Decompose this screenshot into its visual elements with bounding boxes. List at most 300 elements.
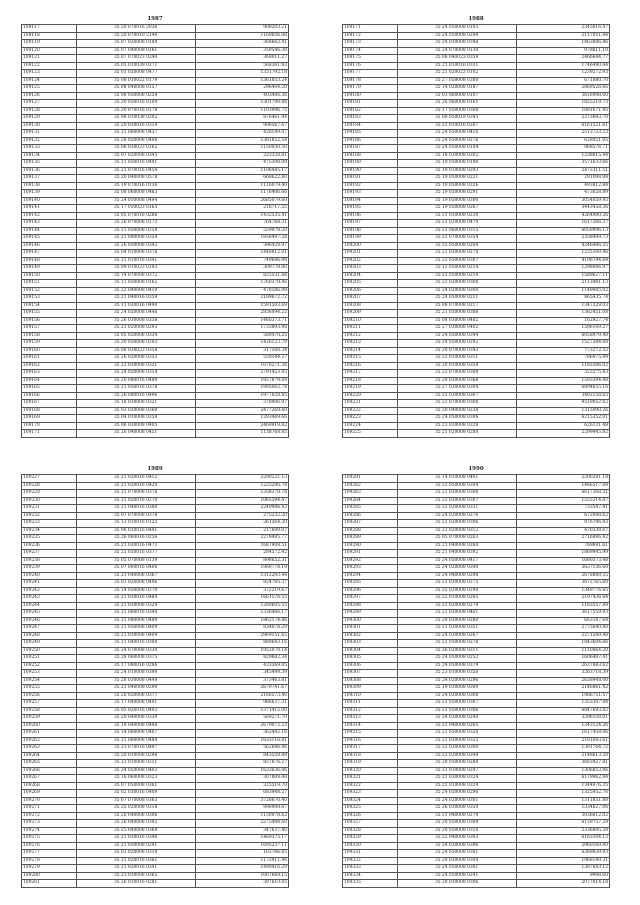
record-id-cell: 109121	[22, 55, 77, 63]
amount-cell: 6161521.61	[516, 122, 609, 130]
reference-code-cell: 35 21 040016 0359	[76, 295, 195, 303]
table-row	[22, 827, 289, 835]
amount-cell: 2290221.13	[195, 475, 288, 483]
reference-code-cell: 35 21 040016 0309	[76, 640, 195, 648]
table-row	[343, 565, 610, 573]
table-row	[343, 535, 610, 543]
record-id-cell: 109130	[22, 122, 77, 130]
reference-code-cell: 35 21 050016 0378	[76, 385, 195, 393]
table-row	[22, 160, 289, 168]
record-id-cell: 109227	[22, 475, 77, 483]
amount-cell: 1606487.41	[516, 655, 609, 663]
table-row	[22, 647, 289, 655]
amount-cell: 2469919.82	[195, 422, 288, 430]
amount-cell: 373463.81	[195, 677, 288, 685]
table-row	[22, 557, 289, 565]
reference-code-cell: 35 06 010016 0441	[76, 527, 195, 535]
reference-code-cell: 35 23 010008 0311	[397, 355, 516, 363]
reference-code-cell: 35 28 060008 0375	[76, 655, 195, 663]
record-id-cell: 109197	[343, 220, 398, 228]
reference-code-cell: 35 05 070008 0263	[397, 535, 516, 543]
record-id-cell: 109180	[343, 92, 398, 100]
panel-title: 1988	[468, 16, 484, 22]
amount-cell: 1176406.66	[195, 190, 288, 198]
reference-code-cell: 35 10 050008 0326	[397, 182, 516, 190]
reference-code-cell: 35 07 020008 0345	[76, 152, 195, 160]
table-row	[22, 625, 289, 633]
amount-cell: 1298086.97	[516, 265, 609, 273]
table-row	[343, 130, 610, 138]
table-row	[343, 655, 610, 663]
table-row	[343, 145, 610, 153]
reference-code-cell: 35 07 060016 0408	[76, 565, 195, 573]
record-id-cell: 109220	[343, 392, 398, 400]
reference-code-cell: 35 21 030016 0472	[76, 542, 195, 550]
record-id-cell: 109156	[22, 317, 77, 325]
table-row	[343, 62, 610, 70]
table-row	[22, 640, 289, 648]
record-id-cell: 109273	[22, 820, 77, 828]
record-id-cell: 109123	[22, 70, 77, 78]
reference-code-cell: 35 02 030016 0409	[76, 790, 195, 798]
amount-cell: 998908.87	[195, 805, 288, 813]
amount-cell: 908203.21	[195, 25, 288, 33]
table-row	[22, 415, 289, 423]
table-panel-1988	[342, 14, 610, 438]
record-id-cell: 109166	[22, 392, 77, 400]
reference-code-cell: 35 08 010038 0202	[76, 115, 195, 123]
amount-cell: 2275498.60	[195, 820, 288, 828]
reference-code-cell: 35 21 040008 0265	[397, 722, 516, 730]
record-id-cell: 109325	[343, 805, 398, 813]
amount-cell: 6389839.93	[516, 850, 609, 858]
record-id-cell: 109335	[343, 880, 398, 888]
table-row	[22, 392, 289, 400]
reference-code-cell: 35 22 010008 0295	[397, 595, 516, 603]
reference-code-cell: 35 04 010008 0359	[76, 415, 195, 423]
record-id-cell: 109295	[343, 580, 398, 588]
table-row	[343, 722, 610, 730]
table-row	[22, 835, 289, 843]
amount-cell: 2200281.18	[516, 475, 609, 483]
table-row	[343, 205, 610, 213]
reference-code-cell: 35 26 060016 0256	[76, 535, 195, 543]
amount-cell: 1977828.85	[195, 392, 288, 400]
amount-cell: 1695237.11	[195, 842, 288, 850]
table-row	[22, 730, 289, 738]
table-row	[343, 602, 610, 610]
amount-cell: 3683427.81	[516, 760, 609, 768]
amount-cell: 1103996.75	[195, 107, 288, 115]
reference-code-cell: 35 20 040008 0238	[397, 407, 516, 415]
amount-cell: 825531.88	[195, 272, 288, 280]
table-row	[22, 550, 289, 558]
table-row	[22, 872, 289, 880]
reference-code-cell: 35 05 070016 0286	[76, 212, 195, 220]
record-id-cell: 109249	[22, 640, 77, 648]
table-row	[343, 745, 610, 753]
record-id-cell: 109289	[343, 535, 398, 543]
amount-cell: 672098.62	[516, 512, 609, 520]
reference-code-cell: 35 28 030008 0449	[76, 677, 195, 685]
amount-cell: 1076271.26	[195, 362, 288, 370]
table-row	[22, 662, 289, 670]
record-id-cell: 109280	[22, 872, 77, 880]
reference-code-cell: 35 22 040008 0303	[397, 835, 516, 843]
table-row	[22, 535, 289, 543]
reference-code-cell: 35 22 030008 0321	[76, 362, 195, 370]
amount-cell: 559978.20	[195, 227, 288, 235]
table-row	[22, 580, 289, 588]
record-id-cell: 109151	[22, 280, 77, 288]
table-row	[343, 850, 610, 858]
reference-code-cell: 35 21 010016 0331	[397, 62, 516, 70]
record-id-cell: 109174	[343, 47, 398, 55]
table-row	[343, 790, 610, 798]
reference-code-cell: 35 03 060008 0107	[397, 92, 516, 100]
table-row	[22, 617, 289, 625]
table-row	[22, 782, 289, 790]
record-id-cell: 109200	[343, 242, 398, 250]
table-row	[343, 782, 610, 790]
record-id-cell: 109261	[22, 730, 77, 738]
reference-code-cell: 35 19 010008 0293	[397, 167, 516, 175]
record-id-cell: 109203	[343, 265, 398, 273]
record-id-cell: 109322	[343, 782, 398, 790]
reference-code-cell: 35 20 050008 0293	[76, 340, 195, 348]
table-row	[343, 400, 610, 408]
record-id-cell: 109162	[22, 362, 77, 370]
amount-cell: 428149.07	[195, 130, 288, 138]
table-row	[22, 317, 289, 325]
reference-code-cell: 35 23 070008 0309	[397, 370, 516, 378]
reference-code-cell: 35 24 050008 0241	[397, 872, 516, 880]
reference-code-cell: 35 20 080016 0489	[76, 377, 195, 385]
record-id-cell: 109271	[22, 805, 77, 813]
record-id-cell: 109276	[22, 842, 77, 850]
record-id-cell: 109196	[343, 212, 398, 220]
reference-code-cell: 35 17 080016 0286	[76, 662, 195, 670]
table-row	[343, 100, 610, 108]
amount-cell: 1116079.40	[195, 182, 288, 190]
amount-cell: 2637843.62	[516, 662, 609, 670]
reference-code-cell: 35 08 030023 0358	[76, 347, 195, 355]
amount-cell: 6617368.51	[516, 490, 609, 498]
table-row	[343, 370, 610, 378]
reference-code-cell: 35 21 020008 0312	[397, 527, 516, 535]
table-row	[343, 490, 610, 498]
amount-cell: 829682.34	[195, 655, 288, 663]
amount-cell: 2477268.60	[195, 407, 288, 415]
amount-cell: 368662.41	[195, 40, 288, 48]
record-id-cell: 109142	[22, 212, 77, 220]
record-id-cell: 109253	[22, 670, 77, 678]
record-id-cell: 109247	[22, 625, 77, 633]
record-id-cell: 109255	[22, 685, 77, 693]
record-id-cell: 109233	[22, 520, 77, 528]
reference-code-cell: 35 23 020008 0308	[397, 280, 516, 288]
record-id-cell: 109330	[343, 842, 398, 850]
table-row	[343, 430, 610, 438]
amount-cell: 2679072.23	[195, 722, 288, 730]
record-id-cell: 109313	[343, 715, 398, 723]
reference-code-cell: 35 07 020008 0189	[76, 40, 195, 48]
reference-code-cell: 35 21 060008 0484	[76, 737, 195, 745]
reference-code-cell: 35 24 050008 0103	[397, 25, 516, 33]
reference-code-cell: 35 03 020008 0406	[76, 580, 195, 588]
reference-code-cell: 35 20 070010 2140	[76, 32, 195, 40]
amount-cell: 1856497.28	[195, 235, 288, 243]
record-id-cell: 109312	[343, 707, 398, 715]
amount-cell: 2679741.67	[195, 685, 288, 693]
record-id-cell: 109133	[22, 145, 77, 153]
amount-cell: 261564.20	[195, 520, 288, 528]
reference-code-cell: 35 21 070008 0378	[76, 490, 195, 498]
record-id-cell: 109262	[22, 737, 77, 745]
reference-code-cell: 35 24 010008 0399	[76, 670, 195, 678]
record-id-cell: 109281	[343, 475, 398, 483]
table-row	[343, 692, 610, 700]
record-id-cell: 109211	[343, 325, 398, 333]
amount-cell: 569271.70	[195, 715, 288, 723]
reference-code-cell: 35 22 040008 0419	[76, 287, 195, 295]
record-id-cell: 109296	[343, 587, 398, 595]
record-id-cell: 109171	[22, 430, 77, 438]
table-row	[343, 647, 610, 655]
amount-cell: 3296158.01	[516, 715, 609, 723]
amount-cell: 1138768.85	[195, 430, 288, 438]
reference-code-cell: 35 21 020016 0420	[76, 482, 195, 490]
reference-code-cell: 35 23 030008 0365	[76, 872, 195, 880]
table-row	[343, 355, 610, 363]
record-id-cell: 109292	[343, 557, 398, 565]
amount-cell: 1760378.46	[195, 280, 288, 288]
amount-cell: 764768.31	[195, 220, 288, 228]
record-id-cell: 109246	[22, 617, 77, 625]
reference-code-cell: 35 24 050008 0306	[397, 415, 516, 423]
table-row	[22, 655, 289, 663]
record-id-cell: 109269	[22, 790, 77, 798]
record-id-cell: 109252	[22, 662, 77, 670]
reference-code-cell: 35 24 030008 0396	[397, 842, 516, 850]
table-row	[343, 137, 610, 145]
table-row	[343, 295, 610, 303]
table-row	[22, 790, 289, 798]
amount-cell: 2271549.48	[516, 632, 609, 640]
reference-code-cell: 35 21 040008 0260	[397, 542, 516, 550]
amount-cell: 3492158.65	[516, 392, 609, 400]
record-id-cell: 109208	[343, 302, 398, 310]
amount-cell: 683948.27	[195, 790, 288, 798]
reference-code-cell: 35 21 050016 0270	[76, 497, 195, 505]
amount-cell: 275232.20	[195, 512, 288, 520]
reference-code-cell: 35 26 040008 0392	[76, 820, 195, 828]
reference-code-cell: 35 04 010008 0378	[76, 250, 195, 258]
amount-cell: 568361.93	[195, 62, 288, 70]
reference-code-cell: 35 20 070008 0343	[397, 347, 516, 355]
amount-cell: 216717.55	[195, 205, 288, 213]
amount-cell: 1312293.44	[195, 572, 288, 580]
amount-cell: 6215352.01	[516, 415, 609, 423]
amount-cell: 749696.98	[195, 257, 288, 265]
record-id-cell: 109137	[22, 175, 77, 183]
table-row	[343, 520, 610, 528]
table-row	[22, 257, 289, 265]
table-row	[22, 272, 289, 280]
table-row	[22, 805, 289, 813]
record-id-cell: 109309	[343, 685, 398, 693]
amount-cell: 2146861.42	[516, 685, 609, 693]
table-row	[343, 197, 610, 205]
table-row	[343, 272, 610, 280]
amount-cell: 6163104.12	[516, 835, 609, 843]
amount-cell: 1746490.84	[516, 62, 609, 70]
amount-cell: 1183557.89	[516, 602, 609, 610]
reference-code-cell: 35 26 050008 0342	[76, 242, 195, 250]
table-row	[343, 662, 610, 670]
table-row	[22, 685, 289, 693]
reference-code-cell: 35 20 030008 0368	[397, 377, 516, 385]
record-id-cell: 109178	[343, 77, 398, 85]
amount-cell: 3443458.36	[516, 205, 609, 213]
record-id-cell: 109158	[22, 332, 77, 340]
reference-code-cell: 35 27 030008 0304	[397, 385, 516, 393]
reference-code-cell: 35 08 060008 0463	[76, 190, 195, 198]
table-row	[22, 400, 289, 408]
record-id-cell: 109225	[343, 430, 398, 438]
amount-cell: 3637136.60	[516, 565, 609, 573]
reference-code-cell: 35 17 050023 0165	[76, 205, 195, 213]
record-id-cell: 109161	[22, 355, 77, 363]
table-row	[22, 482, 289, 490]
reference-code-cell: 35 21 030008 0401	[397, 610, 516, 618]
record-id-cell: 109319	[343, 760, 398, 768]
table-row	[22, 722, 289, 730]
table-row	[343, 670, 610, 678]
amount-cell: 1371415.00	[195, 707, 288, 715]
amount-cell: 6058979.40	[516, 332, 609, 340]
amount-cell: 2189672.72	[195, 295, 288, 303]
amount-cell: 2117051.84	[516, 32, 609, 40]
table-row	[343, 77, 610, 85]
reference-code-cell: 35 21 060008 0437	[76, 130, 195, 138]
table-row	[343, 220, 610, 228]
record-id-cell: 109308	[343, 677, 398, 685]
amount-cell: 493812.84	[516, 182, 609, 190]
reference-code-cell: 35 20 050008 0310	[397, 827, 516, 835]
reference-code-cell: 35 26 010016 0281	[76, 880, 195, 888]
record-id-cell: 109189	[343, 160, 398, 168]
amount-cell: 470338.67	[516, 527, 609, 535]
record-id-cell: 109274	[22, 827, 77, 835]
amount-cell: 1687908.51	[195, 542, 288, 550]
reference-code-cell: 35 21 060008 0315	[397, 227, 516, 235]
reference-code-cell: 35 24 020008 0300	[397, 287, 516, 295]
table-row	[22, 295, 289, 303]
table-row	[22, 775, 289, 783]
table-row	[343, 242, 610, 250]
reference-code-cell: 35 07 070023 0240	[76, 55, 195, 63]
table-row	[343, 857, 610, 865]
amount-cell: 1486517.09	[516, 482, 609, 490]
amount-cell: 1426123.79	[195, 340, 288, 348]
table-row	[343, 25, 610, 33]
table-row	[343, 392, 610, 400]
record-id-cell: 109191	[343, 175, 398, 183]
amount-cell: 1172911.96	[195, 857, 288, 865]
table-row	[22, 85, 289, 93]
reference-code-cell: 35 21 020008 0293	[76, 325, 195, 333]
table-row	[22, 227, 289, 235]
record-id-cell: 109201	[343, 250, 398, 258]
amount-cell: 2969151.65	[195, 632, 288, 640]
reference-code-cell: 35 27 050008 0380	[397, 77, 516, 85]
record-id-cell: 109275	[22, 835, 77, 843]
table-row	[343, 310, 610, 318]
amount-cell: 773272.52	[516, 347, 609, 355]
amount-cell: 2856094.22	[195, 310, 288, 318]
reference-code-cell: 35 24 050008 0494	[76, 197, 195, 205]
table-row	[343, 767, 610, 775]
amount-cell: 2345616.47	[516, 25, 609, 33]
table-row	[22, 857, 289, 865]
amount-cell: 1239272.93	[516, 70, 609, 78]
record-id-cell: 109144	[22, 227, 77, 235]
reference-code-cell: 35 21 020016 0361	[76, 857, 195, 865]
reference-code-cell: 35 24 050008 0276	[397, 137, 516, 145]
record-id-cell: 109235	[22, 535, 77, 543]
reference-code-cell: 35 08 010022 0179	[76, 77, 195, 85]
reference-code-cell: 35 21 020008 0332	[397, 737, 516, 745]
record-id-cell: 109119	[22, 40, 77, 48]
amount-cell: 345499.39	[195, 670, 288, 678]
amount-cell: 1633116.81	[195, 737, 288, 745]
table-row	[22, 377, 289, 385]
record-id-cell: 109285	[343, 505, 398, 513]
table-row	[22, 520, 289, 528]
reference-code-cell: 35 21 050008 0409	[76, 625, 195, 633]
reference-code-cell: 35 24 030008 0240	[397, 715, 516, 723]
table-row	[22, 632, 289, 640]
amount-cell: 3672765.60	[516, 580, 609, 588]
table-row	[343, 152, 610, 160]
table-row	[22, 77, 289, 85]
reference-code-cell: 35 21 030008 0329	[76, 602, 195, 610]
reference-code-cell: 35 08 070008 0217	[397, 302, 516, 310]
reference-code-cell: 35 20 030016 0319	[76, 122, 195, 130]
record-id-cell: 109248	[22, 632, 77, 640]
record-id-cell: 109284	[343, 497, 398, 505]
record-id-cell: 109129	[22, 115, 77, 123]
reference-code-cell: 35 21 050008 0320	[397, 730, 516, 738]
reference-code-cell: 35 28 050008 0408	[76, 137, 195, 145]
reference-code-cell: 35 24 030008 0340	[397, 40, 516, 48]
table-row	[343, 617, 610, 625]
amount-cell: 562646.96	[195, 745, 288, 753]
amount-cell: 2658948.00	[516, 677, 609, 685]
record-id-cell: 109290	[343, 542, 398, 550]
record-id-cell: 109212	[343, 332, 398, 340]
panel-title: 1987	[147, 16, 163, 22]
record-id-cell: 109317	[343, 745, 398, 753]
reference-code-cell: 35 21 030008 0351	[397, 625, 516, 633]
table-row	[22, 145, 289, 153]
table-row	[343, 92, 610, 100]
table-row	[22, 250, 289, 258]
amount-cell: 3617559.93	[516, 610, 609, 618]
amount-cell: 671080.70	[516, 77, 609, 85]
reference-code-cell: 35 21 050016 0377	[76, 550, 195, 558]
